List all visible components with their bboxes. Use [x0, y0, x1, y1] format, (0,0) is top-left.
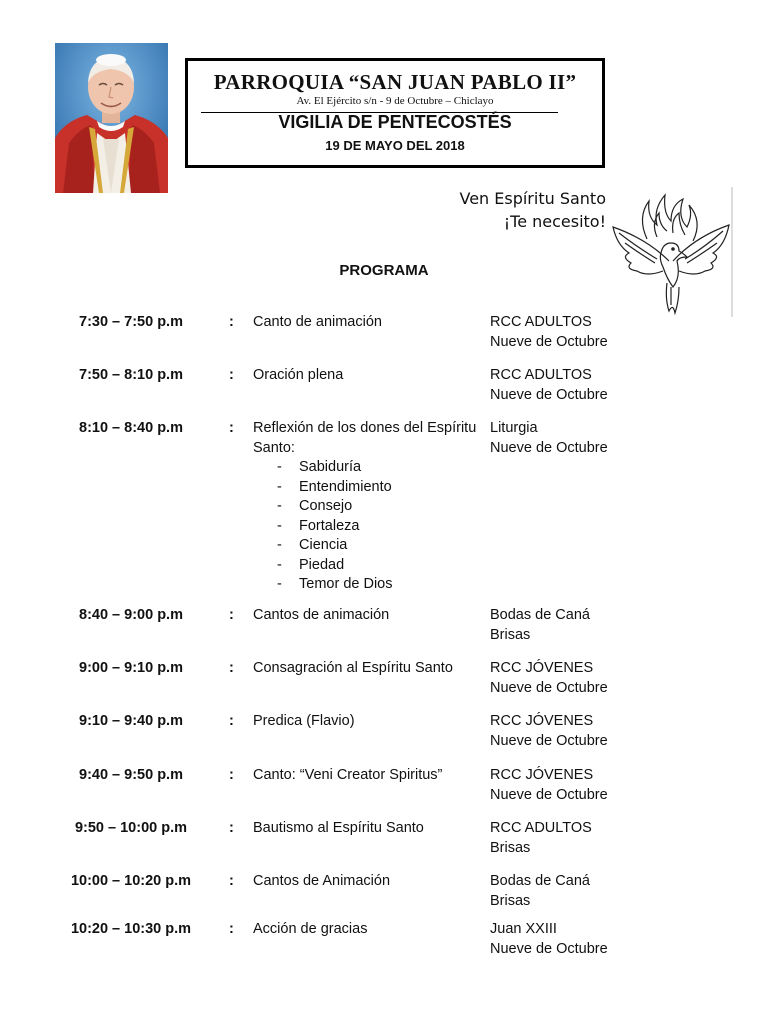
- list-item: - Consejo: [253, 497, 478, 517]
- motto: [420, 187, 606, 233]
- program-heading: PROGRAMA: [339, 262, 429, 279]
- row-separator: :: [229, 820, 234, 836]
- row-activity: Cantos de animación: [253, 607, 390, 623]
- row-separator: :: [229, 713, 234, 729]
- row-time: 9:50 – 10:00 p.m: [74, 820, 188, 836]
- list-item: - Temor de Dios: [253, 575, 478, 595]
- row-group-place: Brisas: [490, 892, 531, 909]
- row-group-place: Brisas: [490, 626, 531, 643]
- row-separator: :: [229, 607, 234, 623]
- row-group: [490, 766, 690, 805]
- row-separator: :: [229, 873, 234, 889]
- row-group: [490, 920, 690, 959]
- row-group-name: RCC JÓVENES: [490, 660, 594, 676]
- row-group-place: Nueve de Octubre: [490, 732, 608, 749]
- row-group-name: Liturgia: [490, 420, 538, 436]
- row-activity: Oración plena: [253, 367, 344, 383]
- row-activity: Canto: “Veni Creator Spiritus”: [253, 767, 443, 783]
- row-separator: :: [229, 767, 234, 783]
- row-group: [490, 419, 690, 458]
- gifts-list: [253, 458, 478, 595]
- row-group: [490, 712, 690, 751]
- row-activity: Canto de animación: [253, 314, 382, 330]
- row-group-name: RCC ADULTOS: [490, 314, 592, 330]
- row-separator: :: [229, 660, 234, 676]
- row-group-name: RCC JÓVENES: [490, 767, 594, 783]
- row-activity: [253, 419, 478, 595]
- row-group-place: Nueve de Octubre: [490, 940, 608, 957]
- row-activity: Predica (Flavio): [253, 713, 355, 729]
- row-group: [490, 606, 690, 645]
- parish-address: Av. El Ejército s/n - 9 de Octubre – Chiclayo: [296, 95, 494, 107]
- row-separator: :: [229, 367, 234, 383]
- list-item: - Entendimiento: [253, 478, 478, 498]
- list-item: - Piedad: [253, 556, 478, 576]
- row-activity: Consagración al Espíritu Santo: [253, 660, 453, 676]
- row-group-name: RCC JÓVENES: [490, 713, 594, 729]
- row-time: 8:10 – 8:40 p.m: [79, 420, 183, 436]
- row-group-place: Nueve de Octubre: [490, 786, 608, 803]
- row-group-place: Nueve de Octubre: [490, 679, 608, 696]
- motto-line-2: ¡Te necesito!: [503, 212, 606, 231]
- row-time: 10:00 – 10:20 p.m: [70, 873, 192, 889]
- row-group: [490, 366, 690, 405]
- row-activity-text: Reflexión de los dones del Espíritu Santo:: [253, 420, 477, 456]
- row-time: 7:30 – 7:50 p.m: [79, 314, 183, 330]
- row-time: 10:20 – 10:30 p.m: [70, 921, 192, 937]
- list-item: - Ciencia: [253, 536, 478, 556]
- row-time: 9:10 – 9:40 p.m: [79, 713, 183, 729]
- row-time: 7:50 – 8:10 p.m: [79, 367, 183, 383]
- row-group-name: Juan XXIII: [490, 921, 557, 937]
- event-date: 19 DE MAYO DEL 2018: [325, 138, 465, 153]
- row-group: [490, 872, 690, 911]
- row-time: 9:40 – 9:50 p.m: [79, 767, 183, 783]
- list-item: - Fortaleza: [253, 517, 478, 537]
- row-separator: :: [229, 314, 234, 330]
- row-group-place: Nueve de Octubre: [490, 333, 608, 350]
- parish-name: PARROQUIA “SAN JUAN PABLO II”: [213, 70, 577, 94]
- row-separator: :: [229, 921, 234, 937]
- row-group: [490, 819, 690, 858]
- row-activity: Cantos de Animación: [253, 873, 391, 889]
- row-activity: Bautismo al Espíritu Santo: [253, 820, 424, 836]
- row-group-name: RCC ADULTOS: [490, 820, 592, 836]
- row-group: [490, 313, 690, 352]
- list-item: - Sabiduría: [253, 458, 478, 478]
- row-group-place: Brisas: [490, 839, 531, 856]
- row-time: 9:00 – 9:10 p.m: [79, 660, 183, 676]
- portrait-photo: [55, 43, 168, 193]
- dove-with-flames-icon: [607, 187, 735, 317]
- row-separator: :: [229, 420, 234, 436]
- parish-header-box: [185, 58, 605, 168]
- row-group-name: Bodas de Caná: [490, 873, 590, 889]
- row-group-place: Nueve de Octubre: [490, 386, 608, 403]
- row-activity: Acción de gracias: [253, 921, 368, 937]
- row-group: [490, 659, 690, 698]
- row-group-name: Bodas de Caná: [490, 607, 590, 623]
- row-time: 8:40 – 9:00 p.m: [79, 607, 183, 623]
- event-title: VIGILIA DE PENTECOSTÉS: [278, 112, 512, 132]
- motto-line-1: Ven Espíritu Santo: [459, 189, 606, 208]
- row-group-place: Nueve de Octubre: [490, 439, 608, 456]
- row-group-name: RCC ADULTOS: [490, 367, 592, 383]
